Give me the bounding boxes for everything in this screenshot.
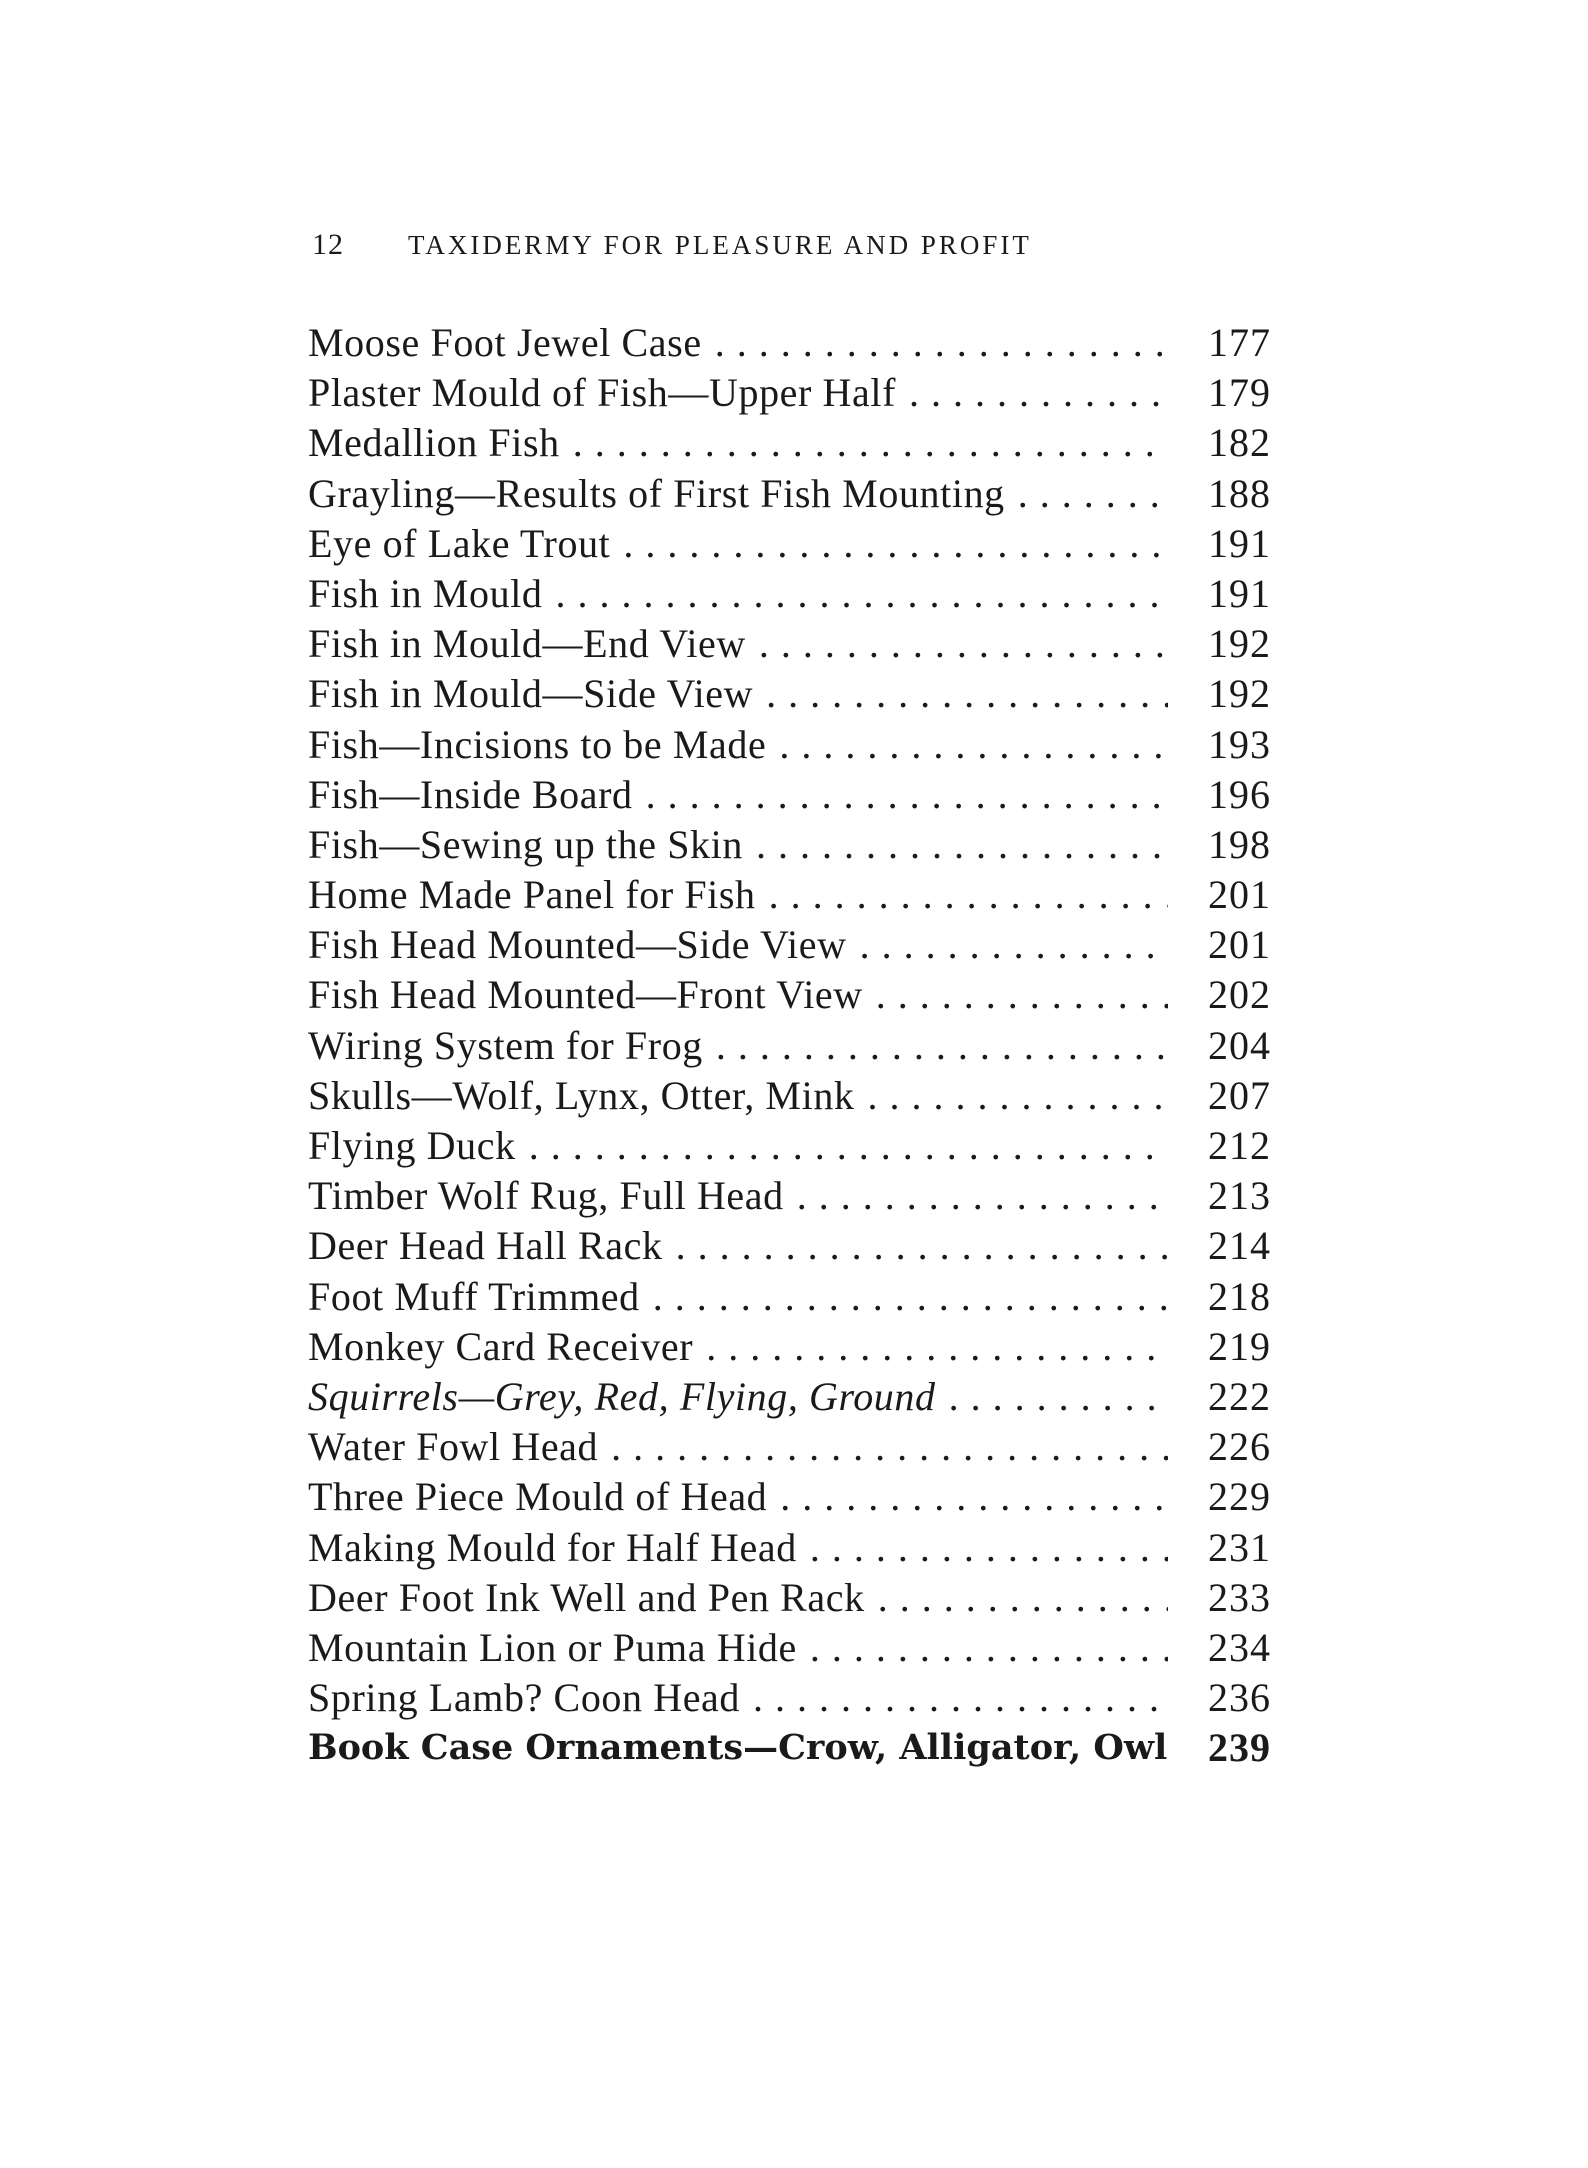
toc-entry-page: 177 xyxy=(1208,320,1271,365)
toc-entry-page: 201 xyxy=(1208,872,1271,918)
toc-entry xyxy=(308,770,1288,820)
toc-entry-label: Fish—Sewing up the Skin xyxy=(308,821,743,867)
toc-entry-page: 222 xyxy=(1208,1373,1271,1419)
toc-entry xyxy=(308,1723,1288,1773)
toc-entry xyxy=(308,1472,1288,1522)
page-number: 12 xyxy=(312,228,344,261)
toc-entry-page: 213 xyxy=(1208,1173,1271,1219)
toc-entry xyxy=(308,669,1288,719)
toc-entry xyxy=(308,870,1288,920)
toc-entry-label: Book Case Ornaments—Crow, Alligator, Owl xyxy=(308,1727,1168,1769)
toc-entry-page: 191 xyxy=(1208,520,1271,566)
toc-entry-page: 193 xyxy=(1208,721,1271,767)
running-head xyxy=(312,228,1192,268)
toc-entry-label: Foot Muff Trimmed xyxy=(308,1273,640,1319)
toc-entry-page: 182 xyxy=(1208,420,1271,466)
toc-entry xyxy=(308,1372,1288,1422)
toc-entry-label: Fish Head Mounted—Side View xyxy=(308,922,847,968)
toc-entry-page: 179 xyxy=(1208,370,1271,416)
toc-entry xyxy=(308,418,1288,468)
toc-entry-page: 234 xyxy=(1208,1624,1271,1670)
toc-entry-label: Plaster Mould of Fish—Upper Half xyxy=(308,370,897,416)
toc-entry xyxy=(308,368,1288,418)
toc-entry-page: 198 xyxy=(1208,821,1271,867)
toc-entry xyxy=(308,619,1288,669)
book-title: TAXIDERMY FOR PLEASURE AND PROFIT xyxy=(408,230,1032,260)
toc-entry-label: Timber Wolf Rug, Full Head xyxy=(308,1173,784,1219)
toc-entry-page: 229 xyxy=(1208,1474,1271,1520)
toc-entry-label: Monkey Card Receiver xyxy=(308,1323,694,1369)
toc-entry-page: 218 xyxy=(1208,1273,1271,1319)
toc-entry xyxy=(308,1623,1288,1673)
toc-entry-label: Deer Head Hall Rack xyxy=(308,1223,663,1269)
toc-entry-page: 226 xyxy=(1208,1424,1271,1470)
toc-entry-label: Medallion Fish xyxy=(308,420,560,466)
toc-entry-label: Fish in Mould—End View xyxy=(308,621,746,667)
toc-entry-page: 236 xyxy=(1208,1675,1271,1721)
toc-entry-label: Making Mould for Half Head xyxy=(308,1524,797,1570)
toc-entry xyxy=(308,318,1288,368)
toc-entry-page: 214 xyxy=(1208,1223,1271,1269)
toc-entry-label: Fish in Mould xyxy=(308,570,543,616)
toc-entry-page: 201 xyxy=(1208,922,1271,968)
toc-entry-page: 196 xyxy=(1208,771,1271,817)
toc-entry-page: 188 xyxy=(1208,470,1271,516)
toc-entry-page: 233 xyxy=(1208,1574,1271,1620)
toc-entry-page: 207 xyxy=(1208,1072,1271,1118)
toc-entry xyxy=(308,1573,1288,1623)
toc-entry-page: 192 xyxy=(1208,621,1271,667)
toc-entry xyxy=(308,519,1288,569)
toc-entry-page: 191 xyxy=(1208,570,1271,616)
toc-entry xyxy=(308,1171,1288,1221)
toc-entry xyxy=(308,569,1288,619)
toc-entry xyxy=(308,1272,1288,1322)
toc-entry-label: Grayling—Results of First Fish Mounting xyxy=(308,470,1005,516)
toc-entry xyxy=(308,1121,1288,1171)
toc-entry xyxy=(308,720,1288,770)
toc-entry xyxy=(308,970,1288,1020)
toc-entry xyxy=(308,1322,1288,1372)
toc-entry xyxy=(308,1422,1288,1472)
toc-entry xyxy=(308,820,1288,870)
toc-entry-label: Skulls—Wolf, Lynx, Otter, Mink xyxy=(308,1072,855,1118)
toc-entry xyxy=(308,469,1288,519)
toc-entry-page: 204 xyxy=(1208,1022,1271,1068)
toc-entry-label: Spring Lamb? Coon Head xyxy=(308,1675,741,1721)
toc-entry-label: Mountain Lion or Puma Hide xyxy=(308,1624,797,1670)
toc-entry-page: 239 xyxy=(1208,1725,1271,1771)
table-of-contents xyxy=(308,318,1288,1818)
toc-entry-label: Fish—Incisions to be Made xyxy=(308,721,767,767)
toc-entry xyxy=(308,1523,1288,1573)
toc-entry xyxy=(308,1673,1288,1723)
toc-entry-page: 212 xyxy=(1208,1123,1271,1168)
toc-entry-label: Home Made Panel for Fish xyxy=(308,872,756,918)
toc-entry-page: 219 xyxy=(1208,1323,1271,1369)
toc-entry-label: Moose Foot Jewel Case xyxy=(308,320,702,365)
toc-entry-label: Water Fowl Head xyxy=(308,1424,599,1470)
toc-entry-page: 202 xyxy=(1208,972,1271,1018)
toc-entry-label: Flying Duck xyxy=(308,1123,516,1168)
toc-entry-label: Fish in Mould—Side View xyxy=(308,671,754,717)
toc-entry-page: 192 xyxy=(1208,671,1271,717)
toc-entry-label: Fish Head Mounted—Front View xyxy=(308,972,863,1018)
toc-entry-label: Eye of Lake Trout xyxy=(308,520,611,566)
toc-entry-label: Fish—Inside Board xyxy=(308,771,633,817)
toc-entry-label: Squirrels—Grey, Red, Flying, Ground xyxy=(308,1373,936,1419)
toc-entry-label: Wiring System for Frog xyxy=(308,1022,703,1068)
toc-entry xyxy=(308,920,1288,970)
toc-entry-label: Three Piece Mould of Head xyxy=(308,1474,768,1520)
toc-entry-label: Deer Foot Ink Well and Pen Rack xyxy=(308,1574,865,1620)
toc-entry-page: 231 xyxy=(1208,1524,1271,1570)
toc-entry xyxy=(308,1071,1288,1121)
toc-entry xyxy=(308,1221,1288,1271)
toc-entry xyxy=(308,1021,1288,1071)
